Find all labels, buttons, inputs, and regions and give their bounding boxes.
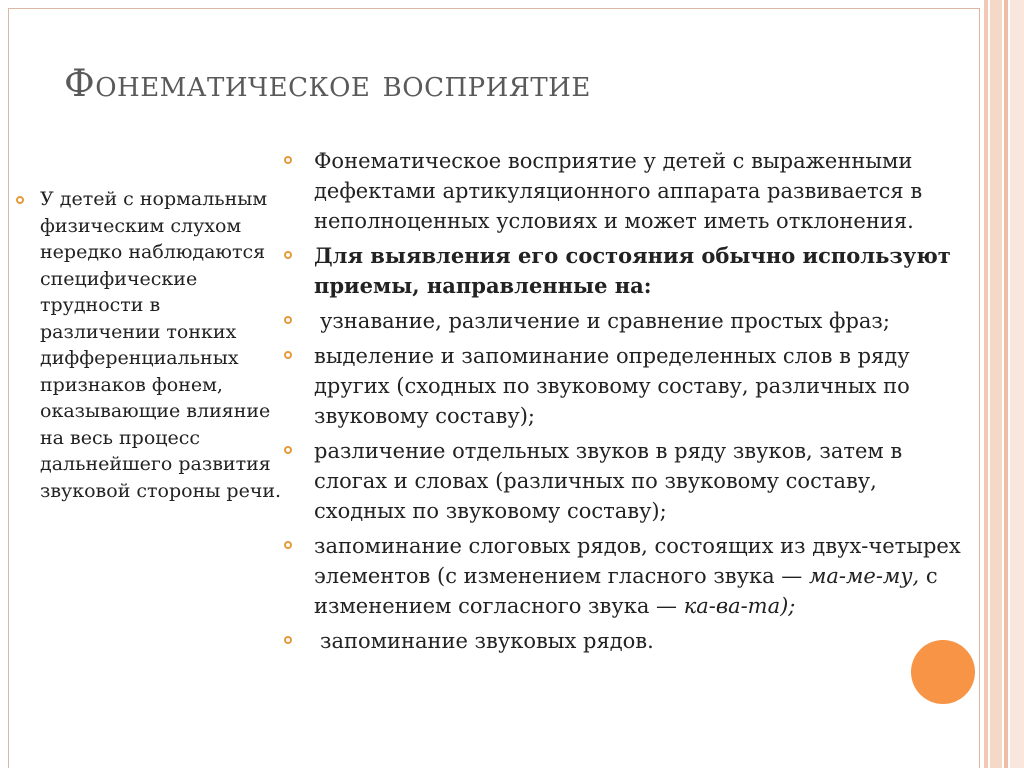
bullet-text: Фонематическое восприятие у детей с выраженными дефектами артикуляционного аппарата развивается в неполноценных условиях и может иметь отклонения. bbox=[314, 149, 923, 233]
bullet-text: различение отдельных звуков в ряду звуков, затем в слогах и словах (различных по звуковому составу, сходных по звуковому составу); bbox=[314, 439, 903, 523]
decorative-stripe bbox=[990, 0, 1002, 768]
decorative-stripe bbox=[984, 0, 988, 768]
orange-circle-decoration bbox=[911, 640, 975, 704]
bullet-item bbox=[284, 531, 964, 621]
bullet-circle-icon bbox=[284, 636, 292, 644]
bullet-item bbox=[284, 436, 964, 526]
decorative-stripe bbox=[1004, 0, 1008, 768]
slide-title: Фонематическое восприятие bbox=[64, 62, 591, 105]
right-column bbox=[284, 146, 964, 661]
bullet-text-italic: ма-ме-му, bbox=[808, 564, 920, 588]
bullet-text: запоминание звуковых рядов. bbox=[320, 629, 654, 653]
bullet-text: узнавание, различение и сравнение простых фраз; bbox=[320, 309, 890, 333]
bullet-circle-icon bbox=[16, 196, 24, 204]
bullet-item bbox=[284, 341, 964, 431]
bullet-text: У детей с нормальным физическим слухом нередко наблюдаются специфические трудности в различении тонких дифференциальных признаков фонем, оказывающие влияние на весь процесс дальнейшего развития звуковой стороны речи. bbox=[40, 188, 282, 502]
left-column bbox=[14, 186, 284, 504]
bullet-text-part: с изменением согласного звука — bbox=[314, 564, 938, 618]
bullet-text-part: запоминание слоговых рядов, состоящих из двух-четырех элементов (с изменением гласного звука — bbox=[314, 534, 961, 588]
bullet-circle-icon bbox=[284, 316, 292, 324]
bullet-text: Для выявления его состояния обычно используют приемы, направленные на: bbox=[314, 243, 951, 298]
bullet-circle-icon bbox=[284, 156, 292, 164]
bullet-item bbox=[284, 306, 964, 336]
bullet-text-italic: ка-ва-та); bbox=[683, 594, 796, 618]
bullet-item bbox=[284, 241, 964, 301]
bullet-text: выделение и запоминание определенных слов в ряду других (сходных по звуковому составу, различных по звуковому составу); bbox=[314, 344, 910, 428]
bullet-item bbox=[284, 626, 964, 656]
bullet-circle-icon bbox=[284, 351, 292, 359]
bullet-circle-icon bbox=[284, 541, 292, 549]
decorative-stripe bbox=[1010, 0, 1024, 768]
bullet-circle-icon bbox=[284, 446, 292, 454]
bullet-item bbox=[14, 186, 284, 504]
bullet-circle-icon bbox=[284, 251, 292, 259]
bullet-item bbox=[284, 146, 964, 236]
